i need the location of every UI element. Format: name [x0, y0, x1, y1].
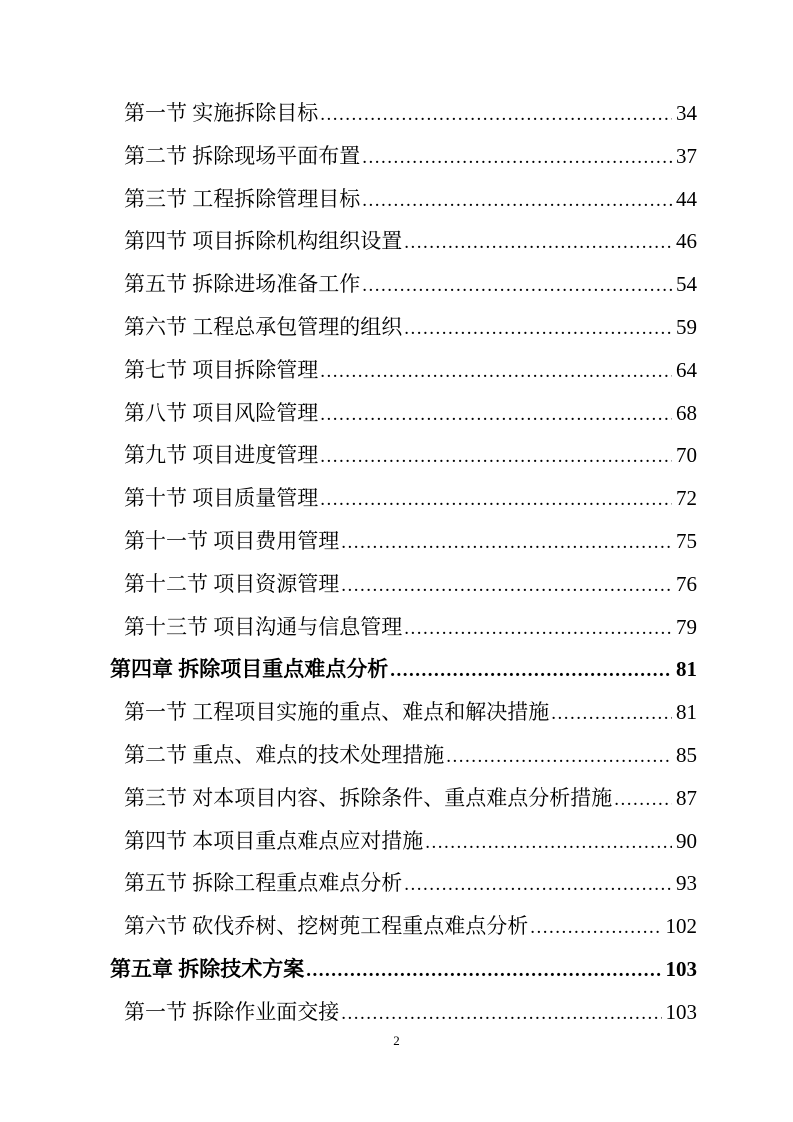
toc-entry-page: 103	[665, 999, 697, 1024]
toc-entry-page: 90	[676, 828, 697, 853]
toc-entry-section	[110, 477, 697, 520]
toc-entry-section	[110, 691, 697, 734]
toc-entry-page: 102	[665, 914, 697, 939]
dot-leader	[446, 734, 672, 779]
dot-leader	[404, 606, 672, 651]
dot-leader	[404, 862, 672, 907]
toc-entry-label: 第五节 拆除进场准备工作	[124, 272, 361, 297]
toc-entry-label: 第九节 项目进度管理	[124, 443, 319, 468]
toc-entry-page: 75	[676, 528, 697, 553]
toc-entry-chapter	[110, 648, 697, 691]
dot-leader	[362, 263, 672, 308]
toc-entry-section	[110, 220, 697, 263]
toc-entry-page: 76	[676, 571, 697, 596]
toc-entry-label: 第五章 拆除技术方案	[110, 956, 305, 981]
toc-entry-section	[110, 349, 697, 392]
dot-leader	[425, 820, 672, 865]
toc-entry-label: 第三节 对本项目内容、拆除条件、重点难点分析措施	[124, 785, 613, 810]
toc-entry-page: 37	[676, 143, 697, 168]
toc-entry-page: 70	[676, 443, 697, 468]
toc-entry-section	[110, 734, 697, 777]
dot-leader	[551, 691, 672, 736]
dot-leader	[320, 477, 672, 522]
page-footer	[0, 1032, 793, 1050]
toc-entry-section	[110, 135, 697, 178]
toc-entry-page: 34	[676, 101, 697, 125]
toc-entry-section	[110, 306, 697, 349]
toc-entry-label: 第八节 项目风险管理	[124, 400, 319, 425]
toc-entry-section	[110, 606, 697, 649]
toc-entry-section	[110, 862, 697, 905]
toc-entry-chapter	[110, 948, 697, 991]
toc-entry-label: 第四节 本项目重点难点应对措施	[124, 828, 424, 853]
toc-entry-section	[110, 178, 697, 221]
toc-entry-label: 第十二节 项目资源管理	[124, 571, 340, 596]
toc-entry-label: 第十一节 项目费用管理	[124, 528, 340, 553]
toc-entry-label: 第七节 项目拆除管理	[124, 357, 319, 382]
toc-entry-section	[110, 392, 697, 435]
toc-entry-page: 81	[676, 700, 697, 725]
toc-entry-section	[110, 434, 697, 477]
toc-entry-page: 64	[676, 357, 697, 382]
dot-leader	[614, 777, 672, 822]
toc-entry-label: 第二节 重点、难点的技术处理措施	[124, 742, 445, 767]
toc-entry-section	[110, 263, 697, 306]
toc-entry-page: 81	[676, 657, 697, 682]
toc-entry-label: 第五节 拆除工程重点难点分析	[124, 871, 403, 896]
toc-entry-label: 第十节 项目质量管理	[124, 486, 319, 511]
toc-entry-page: 85	[676, 742, 697, 767]
toc-entry-page: 93	[676, 871, 697, 896]
toc-entry-page: 59	[676, 314, 697, 339]
dot-leader	[404, 220, 672, 265]
toc-entry-page: 103	[665, 956, 697, 981]
toc-entry-section	[110, 905, 697, 948]
dot-leader	[320, 434, 672, 479]
toc-entry-section	[110, 92, 697, 135]
table-of-contents	[110, 92, 697, 1034]
dot-leader	[306, 948, 661, 993]
toc-entry-label: 第一节 拆除作业面交接	[124, 999, 340, 1024]
dot-leader	[320, 92, 672, 137]
toc-entry-label: 第一节 实施拆除目标	[124, 101, 319, 125]
dot-leader	[362, 178, 672, 223]
toc-entry-label: 第一节 工程项目实施的重点、难点和解决措施	[124, 700, 550, 725]
dot-leader	[404, 306, 672, 351]
dot-leader	[341, 563, 672, 608]
dot-leader	[341, 520, 672, 565]
dot-leader	[320, 349, 672, 394]
toc-entry-label: 第三节 工程拆除管理目标	[124, 186, 361, 211]
toc-entry-label: 第十三节 项目沟通与信息管理	[124, 614, 403, 639]
toc-entry-page: 68	[676, 400, 697, 425]
toc-entry-label: 第六节 砍伐乔树、挖树蔸工程重点难点分析	[124, 914, 529, 939]
dot-leader	[362, 135, 672, 180]
dot-leader	[390, 648, 672, 693]
toc-entry-label: 第二节 拆除现场平面布置	[124, 143, 361, 168]
toc-entry-page: 54	[676, 272, 697, 297]
toc-entry-section	[110, 520, 697, 563]
toc-entry-section	[110, 777, 697, 820]
toc-entry-page: 87	[676, 785, 697, 810]
dot-leader	[341, 991, 661, 1036]
page-number: 2	[393, 1033, 400, 1048]
toc-entry-page: 44	[676, 186, 697, 211]
dot-leader	[530, 905, 661, 950]
toc-entry-label: 第四节 项目拆除机构组织设置	[124, 229, 403, 254]
dot-leader	[320, 392, 672, 437]
toc-entry-section	[110, 820, 697, 863]
toc-entry-section	[110, 563, 697, 606]
toc-entry-page: 79	[676, 614, 697, 639]
toc-entry-page: 46	[676, 229, 697, 254]
toc-entry-section	[110, 991, 697, 1034]
toc-entry-page: 72	[676, 486, 697, 511]
toc-entry-label: 第六节 工程总承包管理的组织	[124, 314, 403, 339]
toc-entry-label: 第四章 拆除项目重点难点分析	[110, 657, 389, 682]
